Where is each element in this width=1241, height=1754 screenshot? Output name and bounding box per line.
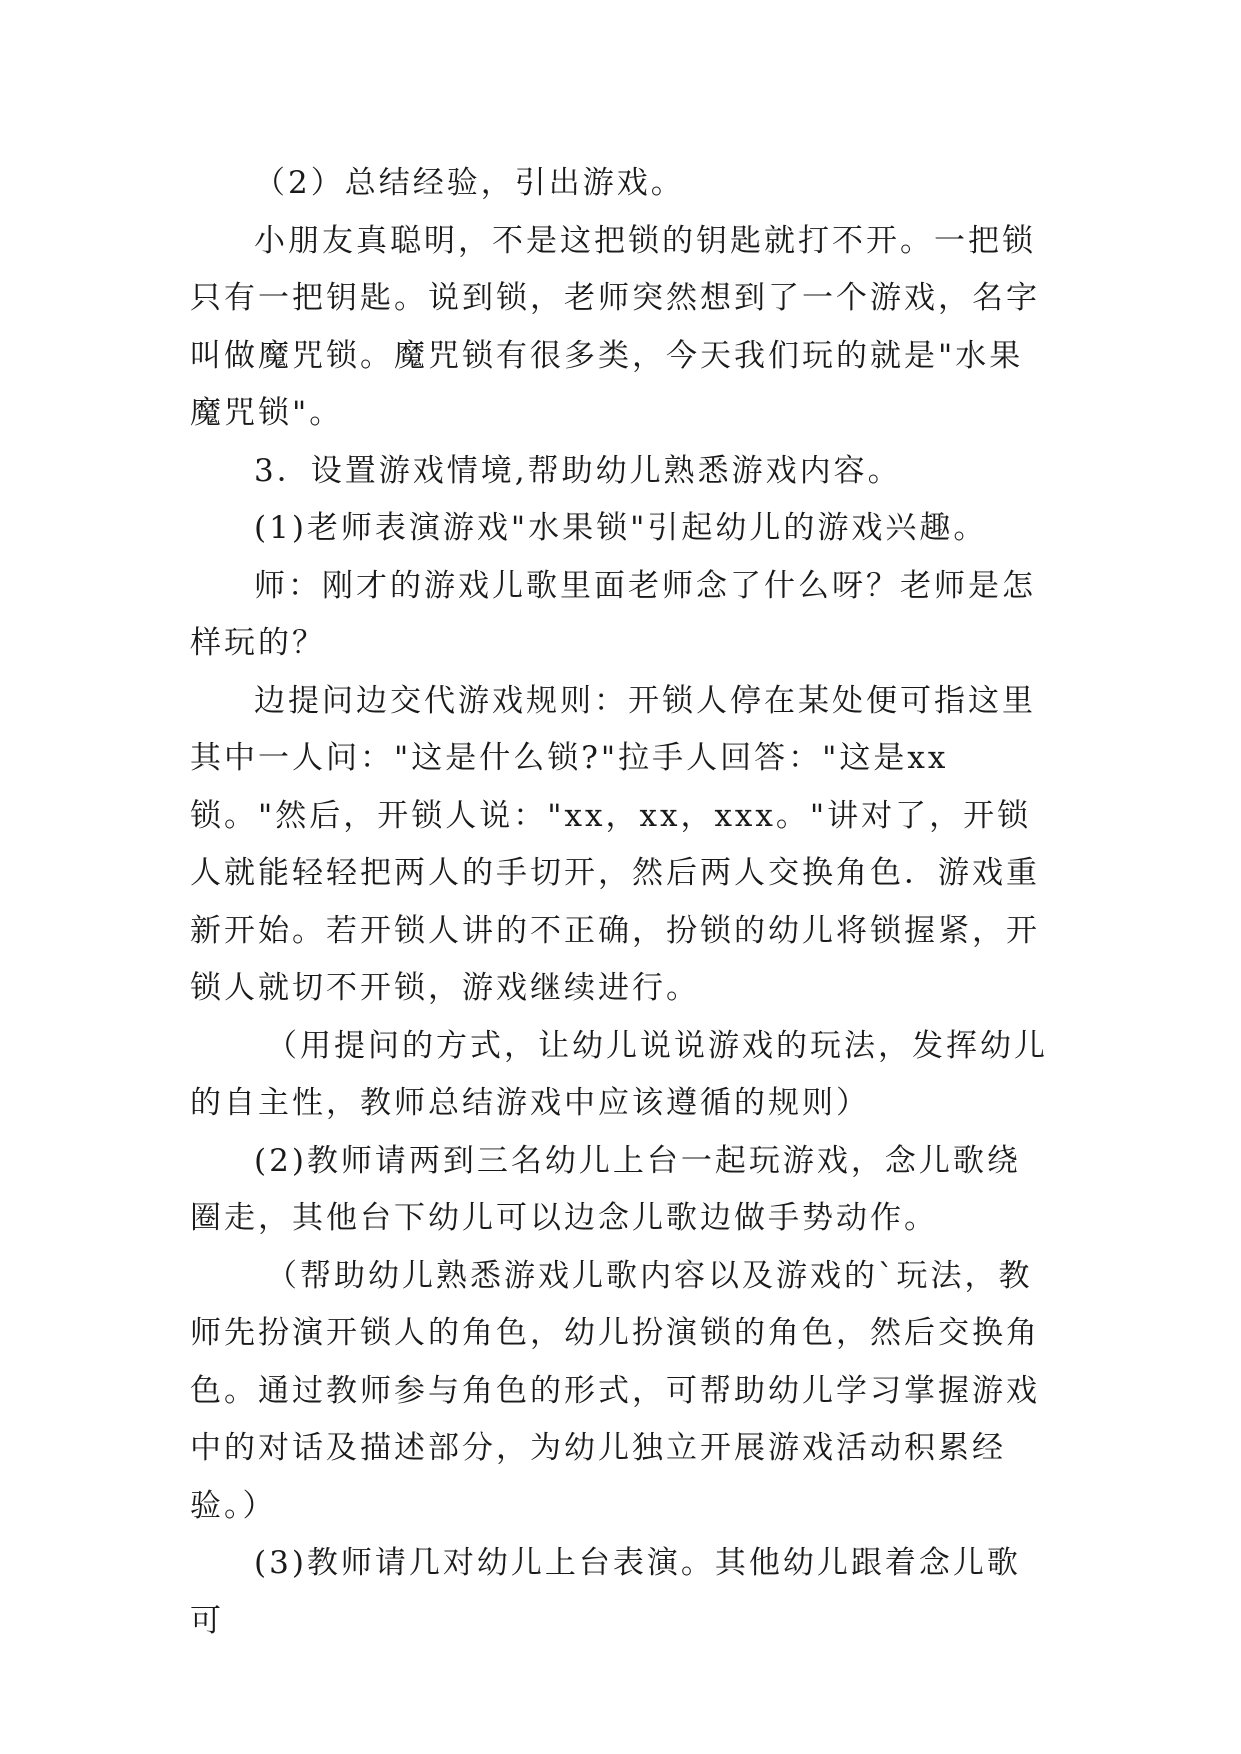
document-body <box>190 155 1050 1650</box>
paragraph-play-note: （帮助幼儿熟悉游戏儿歌内容以及游戏的`玩法，教师先扮演开锁人的角色，幼儿扮演锁的角色，然后交换角色。通过教师参与角色的形式，可帮助幼儿学习掌握游戏中的对话及描述部分，为幼儿独立开展游戏活动积累经验。） <box>190 1257 1040 1524</box>
paragraph-teacher-demo: (1)老师表演游戏"水果锁"引起幼儿的游戏兴趣。 <box>254 510 988 546</box>
paragraph-children-play: (2)教师请两到三名幼儿上台一起玩游戏，念儿歌绕圈走，其他台下幼儿可以边念儿歌边做手势动作。 <box>190 1142 1021 1236</box>
paragraph-pairs-perform: (3)教师请几对幼儿上台表演。其他幼儿跟着念儿歌可 <box>190 1545 1021 1639</box>
paragraph-step-3-heading: 3．设置游戏情境,帮助幼儿熟悉游戏内容。 <box>254 452 902 489</box>
paragraph-rules-note: （用提问的方式，让幼儿说说游戏的玩法，发挥幼儿的自主性，教师总结游戏中应该遵循的规则） <box>190 1027 1048 1121</box>
paragraph-game-rules: 边提问边交代游戏规则：开锁人停在某处便可指这里其中一人问："这是什么锁?"拉手人回答："这是xx锁。"然后，开锁人说："xx，xx，xxx。"讲对了，开锁人就能轻轻把两人的手切开，然后两人交换角色．游戏重新开始。若开锁人讲的不正确，扮锁的幼儿将锁握紧，开锁人就切不开锁，游戏继续进行。 <box>190 682 1040 1006</box>
paragraph-teacher-question: 师：刚才的游戏儿歌里面老师念了什么呀？老师是怎样玩的？ <box>190 567 1036 661</box>
paragraph-summary-heading: （2）总结经验，引出游戏。 <box>254 165 685 201</box>
paragraph-magic-lock-intro: 小朋友真聪明，不是这把锁的钥匙就打不开。一把锁只有一把钥匙。说到锁，老师突然想到了一个游戏，名字叫做魔咒锁。魔咒锁有很多类，今天我们玩的就是"水果魔咒锁"。 <box>190 222 1040 431</box>
